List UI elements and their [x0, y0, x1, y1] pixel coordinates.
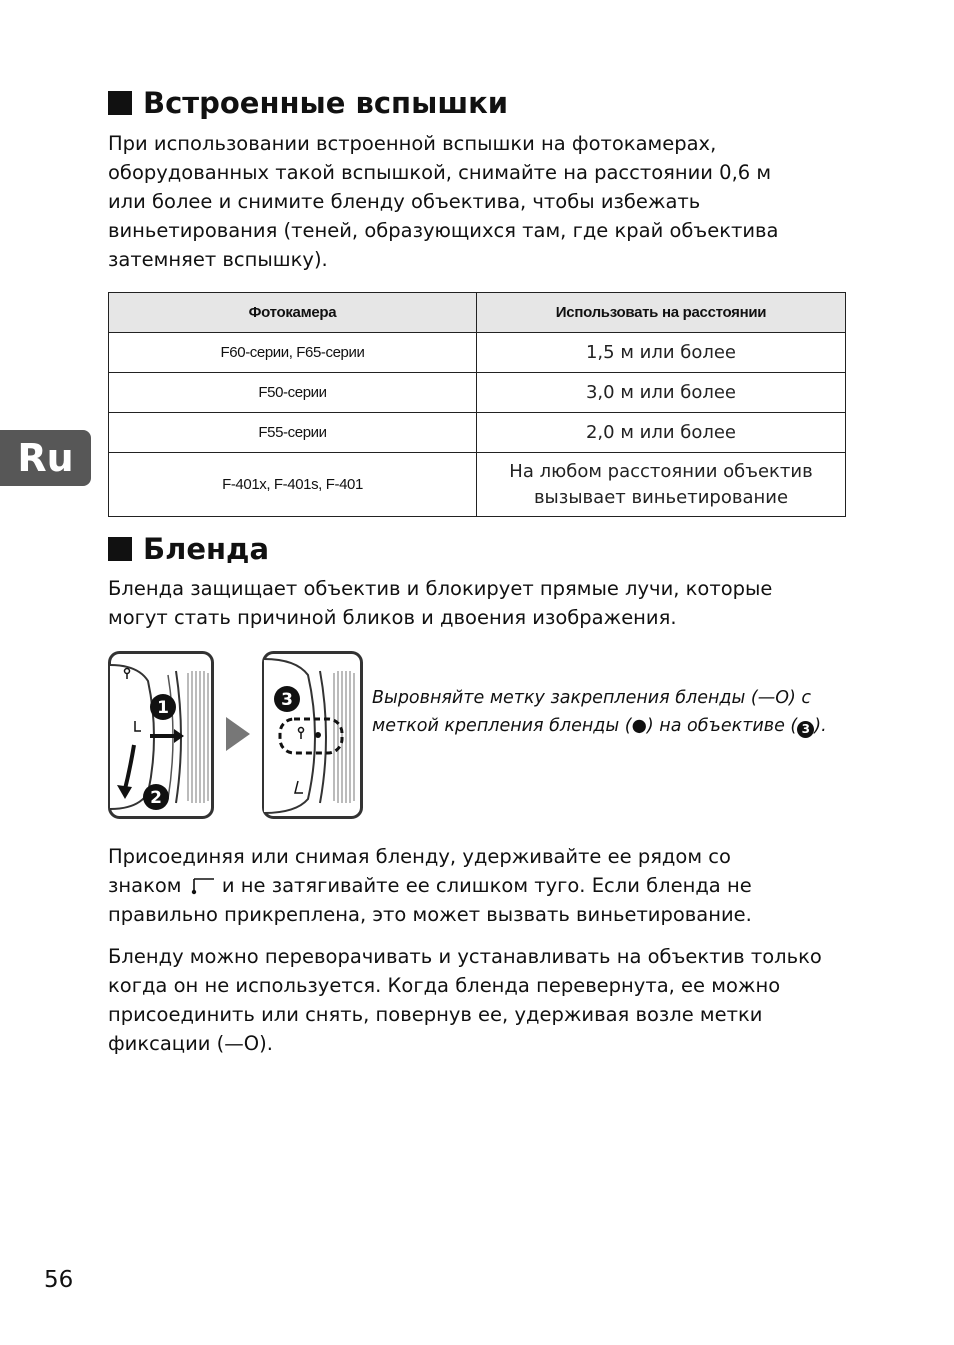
- cell-distance: 1,5 м или более: [477, 333, 846, 373]
- flash-paragraph: При использовании встроенной вспышки на фотокамерах, оборудованных такой вспышкой, снимайте на расстоянии 0,6 м или более и снимите бленду объектива, чтобы избежать виньетирования (теней, образующихся там, где край объектива затемняет вспышку).: [108, 132, 779, 271]
- next-step-triangle-icon: [226, 717, 250, 751]
- svg-text:3: 3: [281, 690, 293, 710]
- lens-mount-dot-icon: [315, 732, 321, 738]
- cell-camera: F60-серии, F65-серии: [109, 333, 477, 373]
- cell-distance: 2,0 м или более: [477, 413, 846, 453]
- hood-paragraph: Бленда защищает объектив и блокирует прямые лучи, которые могут стать причиной бликов и двоения изображения.: [108, 577, 773, 629]
- cell-distance: На любом расстоянии объектив вызывает виньетирование: [477, 453, 846, 517]
- square-bullet-icon: [108, 91, 132, 115]
- svg-text:1: 1: [157, 698, 169, 718]
- hood-reverse-paragraph: Бленду можно переворачивать и устанавливать на объектив только когда он не используется. Когда бленда перевернута, ее можно присоединить или снять, повернув ее, удерживая возле метки фиксации (—O).: [108, 945, 822, 1055]
- figure-caption: Выровняйте метку закрепления бленды (—O) с меткой крепления бленды (●) на объективе ( 3 ).: [372, 688, 827, 736]
- section-title-hood: Бленда: [108, 532, 269, 566]
- table-row: [109, 333, 846, 373]
- section-title-builtin-flash: Встроенные вспышки: [108, 86, 508, 120]
- cell-camera: F55-серии: [109, 413, 477, 453]
- camera-distance-table: [108, 292, 846, 517]
- lock-mark: —O: [757, 688, 790, 708]
- hood-attach-paragraph: Присоединяя или снимая бленду, удерживайте ее рядом со знаком и не затягивайте ее слишком туго. Если бленда не правильно прикреплена, это может вызвать виньетирование.: [108, 845, 752, 926]
- mount-dot-glyph: ●: [631, 716, 647, 736]
- table-row: [109, 453, 846, 517]
- step-3-badge: [274, 686, 300, 712]
- step-3-inline-badge: 3: [797, 721, 814, 738]
- cell-camera: F-401x, F-401s, F-401: [109, 453, 477, 517]
- illustration-panel-1: [110, 653, 213, 818]
- cell-camera: F50-серии: [109, 373, 477, 413]
- step-2-badge: [143, 784, 169, 810]
- table-header-row: [109, 293, 846, 333]
- svg-text:2: 2: [150, 788, 162, 808]
- hood-attach-illustration: [108, 651, 366, 821]
- table-row: [109, 373, 846, 413]
- step-1-badge: [150, 694, 176, 720]
- illustration-panel-2: [264, 653, 362, 818]
- page-number: 56: [44, 1267, 74, 1293]
- table-row: [109, 413, 846, 453]
- language-tab: Ru: [0, 430, 91, 486]
- header-distance: Использовать на расстоянии: [477, 293, 846, 333]
- cell-distance: 3,0 м или более: [477, 373, 846, 413]
- lock-mark: —O: [224, 1032, 260, 1055]
- header-camera: Фотокамера: [109, 293, 477, 333]
- square-bullet-icon: [108, 537, 132, 561]
- attach-index-mark-icon: [188, 876, 216, 896]
